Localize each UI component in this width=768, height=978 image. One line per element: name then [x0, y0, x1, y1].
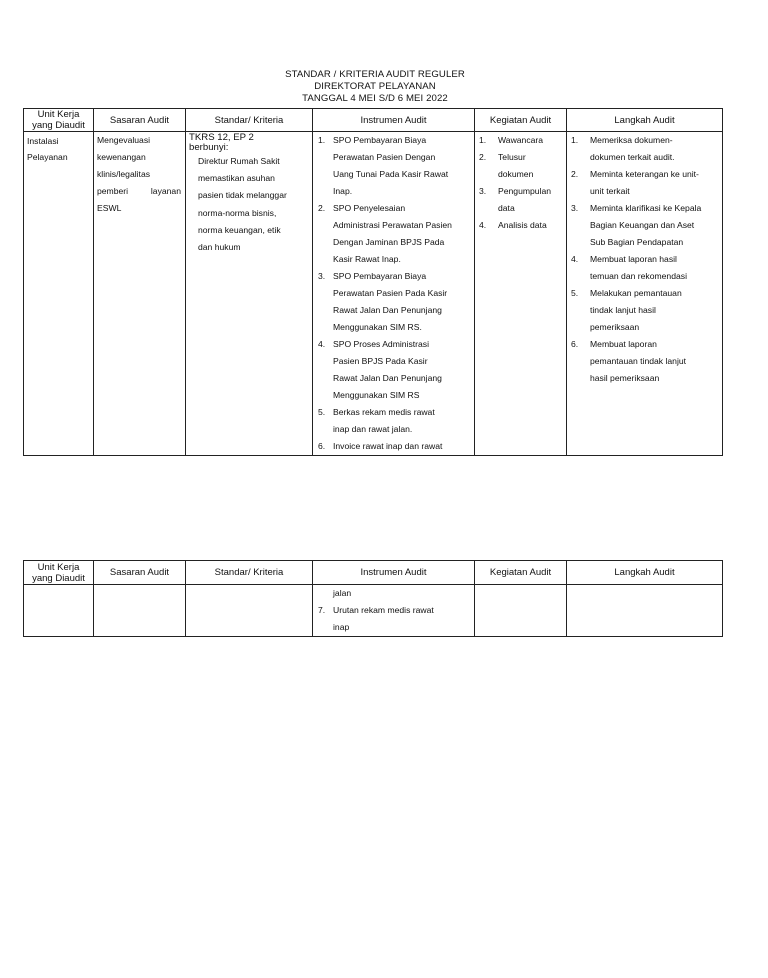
cell-unit-kerja — [24, 132, 94, 456]
list-item-line: Meminta keterangan ke unit- — [590, 169, 699, 179]
list-item-line: SPO Proses Administrasi — [333, 339, 429, 349]
header-row — [24, 109, 723, 132]
list-item-number: 4. — [318, 339, 326, 349]
list-item-line: Membuat laporan — [590, 339, 657, 349]
standar-body-line: dan hukum — [198, 242, 241, 253]
audit-table-page-1 — [23, 108, 723, 456]
list-item-number: 4. — [571, 254, 579, 264]
list-item-line: Wawancara — [498, 135, 544, 145]
cell-kegiatan — [475, 585, 567, 637]
list-item-line: hasil pemeriksaan — [590, 373, 660, 383]
list-item-number: 2. — [479, 152, 487, 162]
cell-langkah — [567, 585, 723, 637]
header-instrumen: Instrumen Audit — [313, 109, 475, 132]
list-item — [475, 183, 566, 217]
list-item-line: Uang Tunai Pada Kasir Rawat — [333, 169, 449, 179]
list-item-number: 3. — [318, 271, 326, 281]
list-item — [313, 602, 474, 636]
list-item-line: SPO Pembayaran Biaya — [333, 135, 427, 145]
header-unit-kerja — [24, 561, 94, 585]
instrumen-list — [313, 602, 474, 636]
list-item-text — [498, 149, 566, 183]
list-item-line: temuan dan rekomendasi — [590, 271, 687, 281]
unit-kerja-line-2: Pelayanan — [27, 152, 68, 162]
list-item-line: pemeriksaan — [590, 322, 640, 332]
cell-langkah — [567, 132, 723, 456]
list-item — [313, 268, 474, 336]
header-unit-kerja — [24, 109, 94, 132]
list-item — [567, 336, 722, 387]
list-item-number: 4. — [479, 220, 487, 230]
list-item — [313, 404, 474, 438]
header-sasaran: Sasaran Audit — [94, 109, 186, 132]
standar-body-line: Direktur Rumah Sakit — [198, 156, 280, 166]
list-item-line: Invoice rawat inap dan rawat — [333, 441, 443, 451]
list-item-line: Bagian Keuangan dan Aset — [590, 220, 695, 230]
langkah-list — [567, 132, 722, 387]
list-item-text — [590, 251, 722, 285]
unit-kerja-line-1: Instalasi — [27, 136, 59, 146]
list-item-line: dokumen — [498, 169, 534, 179]
list-item-text — [333, 404, 474, 438]
list-item — [313, 200, 474, 268]
cell-unit-kerja — [24, 585, 94, 637]
cell-standar — [186, 585, 313, 637]
sasaran-line: klinis/legalitas — [97, 169, 151, 179]
sasaran-word: pemberi — [97, 186, 129, 196]
list-item — [313, 132, 474, 200]
standar-intro: berbunyi: — [189, 142, 229, 153]
list-item-line: Analisis data — [498, 220, 547, 230]
list-item — [475, 132, 566, 149]
list-item-line: Kasir Rawat Inap. — [333, 254, 401, 264]
cell-sasaran — [94, 132, 186, 456]
list-item — [567, 132, 722, 166]
list-item-text — [590, 166, 722, 200]
list-item-text — [590, 132, 722, 166]
list-item-line: SPO Penyelesaian — [333, 203, 406, 213]
list-item-line: SPO Pembayaran Biaya — [333, 271, 427, 281]
list-item-line: Melakukan pemantauan — [590, 288, 682, 298]
list-item-text — [333, 132, 474, 200]
cell-standar — [186, 132, 313, 456]
standar-body-line: norma keuangan, etik — [198, 224, 281, 235]
instrumen-list — [313, 132, 474, 455]
standar-body — [186, 153, 312, 256]
sasaran-word: layanan — [150, 186, 181, 196]
cell-instrumen — [313, 585, 475, 637]
list-item — [567, 251, 722, 285]
title-line-1: STANDAR / KRITERIA AUDIT REGULER — [285, 69, 465, 80]
list-item-line: Memeriksa dokumen- — [590, 135, 673, 145]
list-item-text — [333, 438, 474, 455]
header-kegiatan: Kegiatan Audit — [475, 561, 567, 585]
list-item-line: Berkas rekam medis rawat — [333, 407, 435, 417]
table-row — [24, 585, 723, 637]
list-item-text — [333, 268, 474, 336]
title-line-3: TANGGAL 4 MEI S/D 6 MEI 2022 — [302, 93, 448, 104]
list-item-number: 5. — [571, 288, 579, 298]
header-standar: Standar/ Kriteria — [186, 109, 313, 132]
list-item-line: Perawatan Pasien Dengan — [333, 152, 436, 162]
list-item-line: tindak lanjut hasil — [590, 305, 656, 315]
standar-body-line: memastikan asuhan — [198, 173, 275, 184]
instrumen-continuation: jalan — [333, 588, 352, 598]
list-item-text — [498, 183, 566, 217]
list-item — [567, 285, 722, 336]
list-item — [567, 200, 722, 251]
list-item-line: pemantauan tindak lanjut — [590, 356, 687, 366]
list-item — [567, 166, 722, 200]
list-item-number: 2. — [571, 169, 579, 179]
list-item-line: Meminta klarifikasi ke Kepala — [590, 203, 702, 213]
header-unit-kerja-line-1: Unit Kerja — [37, 561, 80, 573]
cell-kegiatan — [475, 132, 567, 456]
list-item-line: Sub Bagian Pendapatan — [590, 237, 684, 247]
sasaran-justified-line — [97, 183, 181, 200]
header-row — [24, 561, 723, 585]
list-item-line: inap dan rawat jalan. — [333, 424, 413, 434]
list-item-line: Urutan rekam medis rawat — [333, 605, 434, 615]
list-item-text — [498, 217, 566, 234]
list-item-number: 7. — [318, 605, 326, 615]
list-item-number: 3. — [479, 186, 487, 196]
list-item-text — [333, 602, 474, 636]
header-langkah: Langkah Audit — [567, 109, 723, 132]
list-item-line: Inap. — [333, 186, 353, 196]
sasaran-line: ESWL — [97, 203, 122, 213]
header-sasaran: Sasaran Audit — [94, 561, 186, 585]
header-unit-kerja-line-2: yang Diaudit — [32, 572, 85, 584]
list-item-line: Membuat laporan hasil — [590, 254, 677, 264]
list-item-number: 5. — [318, 407, 326, 417]
list-item — [313, 336, 474, 404]
list-item-text — [590, 285, 722, 336]
list-item-line: Menggunakan SIM RS. — [333, 322, 422, 332]
list-item-line: data — [498, 203, 515, 213]
list-item-line: Dengan Jaminan BPJS Pada — [333, 237, 445, 247]
audit-table-page-2 — [23, 560, 723, 637]
header-unit-kerja-line-1: Unit Kerja — [37, 109, 80, 120]
standar-code: TKRS 12, EP 2 — [189, 132, 254, 143]
list-item — [313, 438, 474, 455]
list-item-text — [590, 336, 722, 387]
list-item-text — [333, 336, 474, 404]
list-item-line: Rawat Jalan Dan Penunjang — [333, 305, 442, 315]
list-item-number: 3. — [571, 203, 579, 213]
list-item-line: Pasien BPJS Pada Kasir — [333, 356, 428, 366]
list-item-line: Administrasi Perawatan Pasien — [333, 220, 452, 230]
list-item-number: 1. — [318, 135, 326, 145]
list-item-number: 1. — [479, 135, 487, 145]
sasaran-line: kewenangan — [97, 152, 146, 162]
list-item-text — [498, 132, 566, 149]
list-item-line: Telusur — [498, 152, 526, 162]
list-item-line: Pengumpulan — [498, 186, 552, 196]
header-unit-kerja-line-2: yang Diaudit — [32, 120, 85, 131]
list-item-line: unit terkait — [590, 186, 630, 196]
list-item-line: Rawat Jalan Dan Penunjang — [333, 373, 442, 383]
list-item-number: 1. — [571, 135, 579, 145]
list-item — [475, 149, 566, 183]
kegiatan-list — [475, 132, 566, 234]
document-title — [0, 69, 750, 105]
list-item-line: dokumen terkait audit. — [590, 152, 675, 162]
standar-body-line: pasien tidak melanggar — [198, 190, 287, 201]
list-item-line: Menggunakan SIM RS — [333, 390, 420, 400]
standar-body-line: norma-norma bisnis, — [198, 207, 277, 218]
list-item-number: 6. — [318, 441, 326, 451]
header-kegiatan: Kegiatan Audit — [475, 109, 567, 132]
title-line-2: DIREKTORAT PELAYANAN — [314, 81, 436, 92]
table-row — [24, 132, 723, 456]
list-item-line: inap — [333, 622, 350, 632]
list-item — [475, 217, 566, 234]
cell-sasaran — [94, 585, 186, 637]
list-item-number: 6. — [571, 339, 579, 349]
list-item-text — [333, 200, 474, 268]
list-item-text — [590, 200, 722, 251]
header-instrumen: Instrumen Audit — [313, 561, 475, 585]
header-standar: Standar/ Kriteria — [186, 561, 313, 585]
header-langkah: Langkah Audit — [567, 561, 723, 585]
list-item-number: 2. — [318, 203, 326, 213]
list-item-line: Perawatan Pasien Pada Kasir — [333, 288, 448, 298]
cell-instrumen — [313, 132, 475, 456]
sasaran-line: Mengevaluasi — [97, 135, 151, 145]
